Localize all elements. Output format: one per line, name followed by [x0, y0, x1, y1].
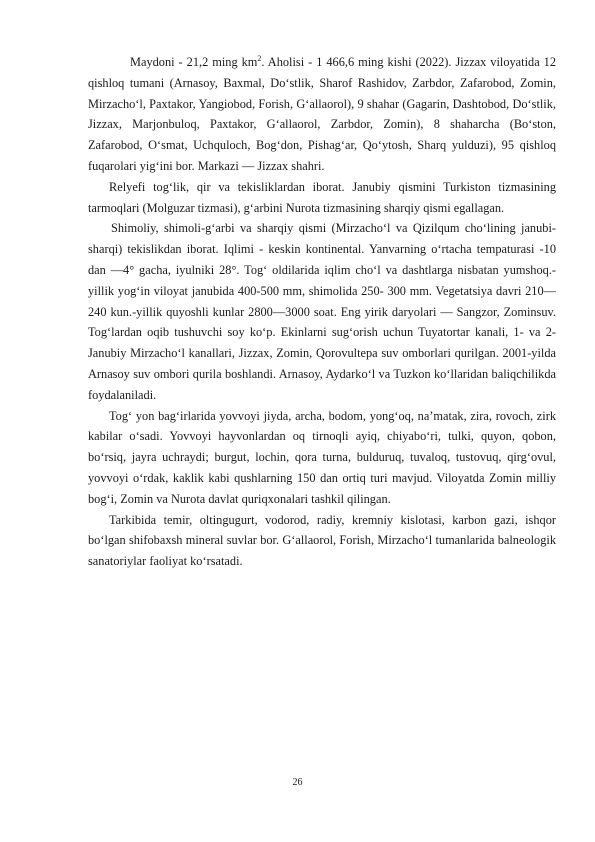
document-body [88, 52, 556, 572]
overview-text: . Aholisi - 1 466,6 ming kishi (2022). Jizzax viloyatida 12 qishloq tumani (Arnasoy, Baxmal, Doʻstlik, Sharof Rashidov, Zarbdor, Zafarobod, Zomin, Mirzachoʻl, Paxtakor, Yangiobod, Forish, Gʻallaorol), 9 shahar (Gagarin, Dashtobod, Doʻstlik, Jizzax, Marjonbuloq, Paxtakor, Gʻallaorol, Zarbdor, Zomin), 8 shaharcha (Boʻston, Zafarobod, Oʻsmat, Uchquloch, Bogʻdon, Pishagʻar, Qoʻytosh, Sharq yulduzi), 95 qishloq fuqarolari yigʻini bor. Markazi — Jizzax shahri. [88, 55, 557, 173]
paragraph-overview [88, 52, 556, 177]
paragraph-relief: Relyefi togʻlik, qir va tekisliklardan iborat. Janubiy qismini Turkiston tizmasining tarmoqlari (Molguzar tizmasi), gʻarbini Nurota tizmasining sharqiy qismi egallagan. [88, 179, 556, 215]
page-number: 26 [292, 777, 303, 788]
area-text: Maydoni - 21,2 ming km [130, 55, 258, 69]
area-unit-superscript: 2 [257, 53, 262, 63]
paragraph-climate: Shimoliy, shimoli-gʻarbi va sharqiy qismi (Mirzachoʻl va Qizilqum choʻlining janubi-sharqi) tekislikdan iborat. Iqlimi - keskin kontinental. Yanvarning oʻrtacha tempaturasi -10 dan —4° gacha, iyulniki 28°. Togʻ oldilarida iqlim choʻl va dashtlarga nisbatan yumshoq.-yillik yogʻin viloyat janubida 400-500 mm, shimolida 250- 300 mm. Vegetatsiya davri 210—240 kun.-yillik quyoshli kunlar 2800—3000 soat. Eng yirik daryolari — Sangzor, Zominsuv. Togʻlardan oqib tushuvchi soy koʻp. Ekinlarni sugʻorish uchun Tuyatortar kanali, 1- va 2-Janubiy Mirzachoʻl kanallari, Jizzax, Zomin, Qorovultepa suv omborlari qurilgan. 2001-yilda Arnasoy suv ombori qurila boshlandi. Arnasoy, Aydarkoʻl va Tuzkon koʻllaridan baliqchilikda foydalaniladi. [88, 221, 556, 402]
paragraph-mineral-waters: Tarkibida temir, oltingugurt, vodorod, radiy, kremniy kislotasi, karbon gazi, ishqor boʻlgan shifobaxsh mineral suvlar bor. Gʻallaorol, Forish, Mirzachoʻl tumanlarida balneologik sanatoriylar faoliyat koʻrsatadi. [88, 512, 556, 569]
paragraph-flora-fauna: Togʻ yon bagʻirlarida yovvoyi jiyda, archa, bodom, yongʻoq, naʼmatak, zira, rovoch, zirk kabilar oʻsadi. Yovvoyi hayvonlardan oq tirnoqli ayiq, chiyaboʻri, tulki, quyon, qobon, boʻrsiq, jayra uchraydi; burgut, lochin, qora turna, bulduruq, tuvaloq, tustovuq, qirgʻovul, yovvoyi oʻrdak, kaklik kabi qushlarning 150 dan ortiq turi mavjud. Viloyatda Zomin milliy bogʻi, Zomin va Nurota davlat quriqxonalari tashkil qilingan. [88, 408, 556, 506]
